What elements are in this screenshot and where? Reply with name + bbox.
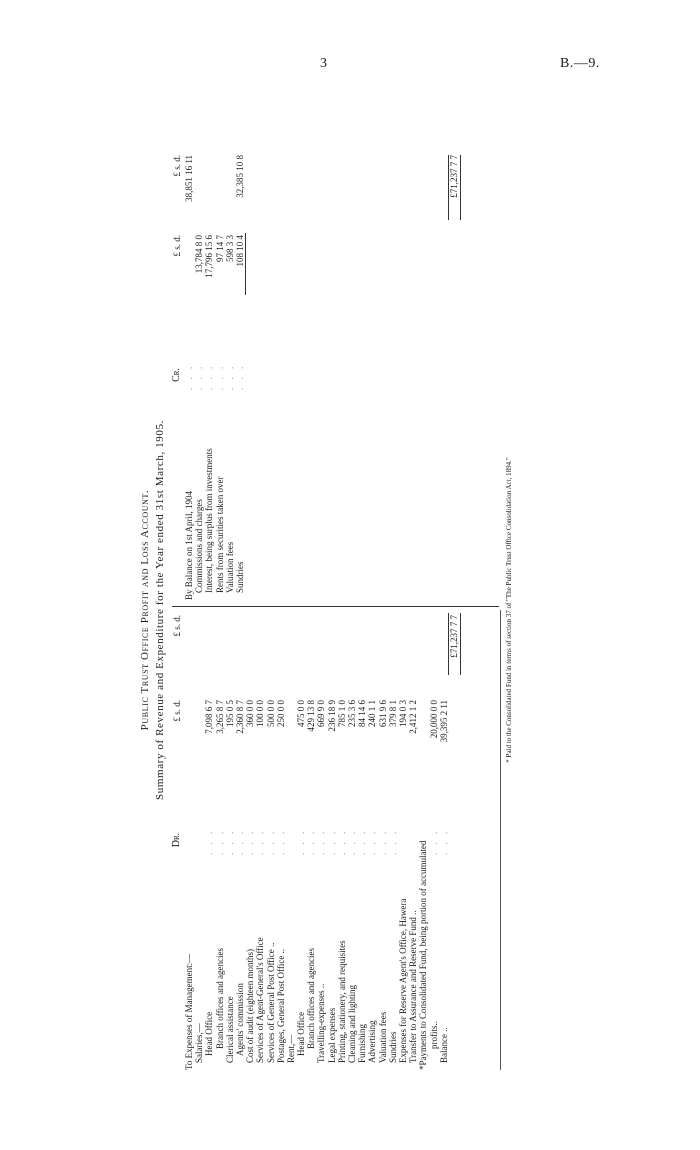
leader-dots: . . . bbox=[316, 828, 327, 855]
dr-ledger-row bbox=[266, 610, 276, 1070]
money-column-head: £ s. d. bbox=[172, 615, 182, 637]
leader-dots: . . . bbox=[265, 828, 276, 855]
item-amount: 17,796 15 6 bbox=[204, 235, 215, 278]
item-amount: 360 0 0 bbox=[245, 700, 256, 727]
item-amount: 379 8 1 bbox=[387, 700, 398, 727]
leader-dots: . . . bbox=[367, 828, 378, 855]
dr-ledger-row bbox=[204, 610, 214, 1070]
item-amount: 598 3 3 bbox=[224, 235, 235, 262]
credit-heading: Cr. bbox=[171, 368, 182, 382]
item-label: *Payments to Consolidated Fund, being portion of accumulated bbox=[418, 840, 429, 1070]
leader-dots: . . . bbox=[255, 828, 266, 855]
dr-ledger-row bbox=[286, 610, 296, 1070]
total-amount: 38,851 16 11 bbox=[184, 155, 194, 202]
total-amount: £71,237 7 7 bbox=[448, 615, 459, 658]
item-amount: 3,265 8 7 bbox=[214, 700, 225, 734]
item-label: Rent,— bbox=[285, 1034, 296, 1063]
dr-ledger-row bbox=[245, 610, 255, 1070]
cr-ledger-row bbox=[194, 150, 204, 600]
subtotal-rule bbox=[245, 233, 246, 295]
cr-ledger-row bbox=[225, 150, 235, 600]
leader-dots: . . . bbox=[326, 828, 337, 855]
dr-ledger-row bbox=[316, 610, 326, 1070]
dr-ledger-row bbox=[449, 610, 459, 1070]
money-column-head: £ s. d. bbox=[172, 700, 182, 722]
leader-dots: . . . bbox=[234, 363, 245, 390]
debit-column bbox=[172, 610, 459, 1070]
item-label: Expenses for Reserve Agent's Office, Hawera bbox=[397, 898, 408, 1063]
dr-ledger-row bbox=[388, 610, 398, 1070]
dr-ledger-row bbox=[439, 610, 449, 1070]
dr-money-heads bbox=[172, 610, 182, 1070]
item-label: Valuation fees bbox=[224, 541, 235, 593]
item-amount: 39,395 2 11 bbox=[438, 700, 449, 743]
item-label: Legal expenses bbox=[326, 1007, 337, 1063]
credit-grand-total-row bbox=[449, 150, 459, 600]
item-amount: 631 9 6 bbox=[377, 700, 388, 727]
leader-dots: . . . bbox=[336, 828, 347, 855]
credit-column bbox=[171, 150, 460, 600]
item-label: Head Office bbox=[204, 1011, 215, 1056]
money-column-head: £ s. d. bbox=[172, 235, 182, 257]
item-label: Cleaning and lighting bbox=[347, 985, 357, 1063]
dr-ledger-row bbox=[347, 610, 357, 1070]
item-label: Clerical assistance bbox=[224, 996, 235, 1063]
item-amount: 108 10 4 bbox=[234, 235, 245, 267]
leader-dots: . . . bbox=[224, 828, 235, 855]
item-label: Services of General Post Office .. bbox=[265, 942, 276, 1063]
leader-dots: . . . bbox=[377, 828, 388, 855]
total-double-rule bbox=[460, 613, 461, 675]
item-label: profits.. bbox=[428, 1021, 439, 1049]
cr-ledger-row bbox=[204, 150, 214, 600]
item-label: Branch offices and agencies bbox=[306, 947, 317, 1049]
footnote-rule bbox=[500, 610, 501, 1070]
leader-dots: . . . bbox=[204, 828, 215, 855]
money-column-head: £ s. d. bbox=[172, 155, 182, 177]
footnote: * Paid to the Consolidated Fund in terms of section 37 of "The Public Trust Office Consolidation Act, 1894." bbox=[505, 457, 513, 763]
item-label: Valuation fees bbox=[377, 1011, 388, 1063]
item-label: Furnishing bbox=[357, 1023, 368, 1063]
dr-ledger-row bbox=[215, 610, 225, 1070]
item-label: Head Office bbox=[296, 1011, 307, 1056]
cr-ledger-row bbox=[184, 150, 194, 600]
rotated-account-table bbox=[30, 150, 513, 1070]
dr-ledger-row bbox=[194, 610, 204, 1070]
item-label: Transfer to Assurance and Reserve Fund .. bbox=[408, 910, 419, 1063]
item-amount: 429 13 8 bbox=[306, 700, 317, 732]
dr-ledger-row bbox=[235, 610, 245, 1070]
dr-ledger-row bbox=[378, 610, 388, 1070]
dr-ledger-row bbox=[398, 610, 408, 1070]
dr-ledger-row bbox=[357, 610, 367, 1070]
leader-dots: . . . bbox=[194, 363, 205, 390]
item-label: Rents from securities taken over bbox=[214, 476, 225, 593]
cr-ledger-row bbox=[235, 150, 245, 600]
item-amount: 785 1 0 bbox=[336, 700, 347, 727]
debit-heading: Dr. bbox=[171, 832, 182, 848]
item-amount: 20,000 0 0 bbox=[428, 700, 439, 739]
item-amount: 100 0 0 bbox=[255, 700, 266, 727]
item-amount: 475 0 0 bbox=[296, 700, 307, 727]
dr-ledger-row bbox=[327, 610, 337, 1070]
item-amount: 7,098 6 7 bbox=[204, 700, 215, 734]
leader-dots: . . . bbox=[387, 828, 398, 855]
item-amount: 669 9 0 bbox=[316, 700, 327, 727]
leader-dots: . . . bbox=[296, 828, 307, 855]
item-label: Interest, being surplus from investments bbox=[204, 448, 215, 593]
page-title: Public Trust Office Profit and Loss Account. bbox=[139, 489, 151, 731]
cr-money-heads bbox=[172, 150, 182, 600]
page-subtitle: Summary of Revenue and Expenditure for the Year ended 31st March, 1905. bbox=[154, 420, 166, 800]
leader-dots: . . . bbox=[224, 363, 235, 390]
item-amount: 97 14 7 bbox=[214, 235, 225, 262]
dr-ledger-row bbox=[408, 610, 418, 1070]
cr-ledger-row bbox=[215, 150, 225, 600]
item-label: Salaries,— bbox=[194, 1023, 205, 1063]
item-label: Agents' commission bbox=[234, 983, 245, 1056]
item-amount: 194 0 3 bbox=[397, 700, 408, 727]
dr-ledger-row bbox=[306, 610, 316, 1070]
leader-dots: . . . bbox=[214, 828, 225, 855]
total-amount: 32,385 10 8 bbox=[234, 155, 245, 198]
item-amount: 235 3 6 bbox=[347, 700, 357, 727]
item-label: Sundries bbox=[234, 561, 245, 593]
dr-ledger-row bbox=[184, 610, 194, 1070]
total-amount: £71,237 7 7 bbox=[449, 155, 460, 198]
item-amount: 2,360 8 7 bbox=[234, 700, 245, 734]
dr-ledger-row bbox=[418, 610, 428, 1070]
item-amount: 240 1 1 bbox=[367, 700, 378, 727]
leader-dots: . . . bbox=[357, 828, 368, 855]
leader-dots: . . . bbox=[306, 828, 317, 855]
total-rule bbox=[448, 155, 449, 220]
leader-dots: . . . bbox=[234, 828, 245, 855]
item-label: Advertising bbox=[367, 1020, 378, 1063]
item-label: Travelling-expenses .. bbox=[316, 983, 327, 1063]
page-reference: B.—9. bbox=[560, 56, 600, 71]
item-amount: 250 0 0 bbox=[275, 700, 286, 727]
dr-ledger-row bbox=[255, 610, 265, 1070]
item-label: Cost of audit (eighteen months) bbox=[245, 949, 256, 1063]
leader-dots: . . . bbox=[438, 828, 449, 855]
leader-dots: . . . bbox=[184, 363, 194, 390]
leader-dots: . . . bbox=[275, 828, 286, 855]
dr-ledger-row bbox=[367, 610, 377, 1070]
leader-dots: . . . bbox=[204, 363, 215, 390]
item-label: Branch offices and agencies bbox=[214, 947, 225, 1049]
page-number: 3 bbox=[320, 56, 327, 71]
item-label: Printing, stationery, and requisites bbox=[336, 940, 347, 1063]
item-label: Commissions and charges bbox=[194, 499, 205, 593]
total-rule bbox=[448, 613, 449, 675]
dr-ledger-row bbox=[225, 610, 235, 1070]
item-label: To Expenses of Management:— bbox=[184, 953, 194, 1070]
total-double-rule bbox=[460, 155, 461, 220]
item-label: By Balance on 1st April, 1904 bbox=[184, 491, 194, 600]
item-amount: 2,412 1 2 bbox=[408, 700, 419, 734]
leader-dots: . . . bbox=[214, 363, 225, 390]
item-amount: 195 0 5 bbox=[224, 700, 235, 727]
item-amount: 13,784 8 0 bbox=[194, 235, 205, 274]
item-amount: 84 14 6 bbox=[357, 700, 368, 727]
item-label: Postages, General Post Office .. bbox=[275, 948, 286, 1063]
dr-ledger-row bbox=[296, 610, 306, 1070]
leader-dots: . . . bbox=[347, 828, 357, 855]
item-amount: 500 0 0 bbox=[265, 700, 276, 727]
leader-dots: . . . bbox=[428, 828, 439, 855]
dr-ledger-row bbox=[337, 610, 347, 1070]
column-divider bbox=[172, 606, 499, 607]
item-label: Balance .. bbox=[438, 1027, 449, 1063]
dr-ledger-row bbox=[276, 610, 286, 1070]
item-amount: 236 18 9 bbox=[326, 700, 337, 732]
item-label: Sundries bbox=[387, 1031, 398, 1063]
dr-ledger-row bbox=[429, 610, 439, 1070]
item-label: Services of Agent-General's Office bbox=[255, 937, 266, 1063]
leader-dots: . . . bbox=[245, 828, 256, 855]
